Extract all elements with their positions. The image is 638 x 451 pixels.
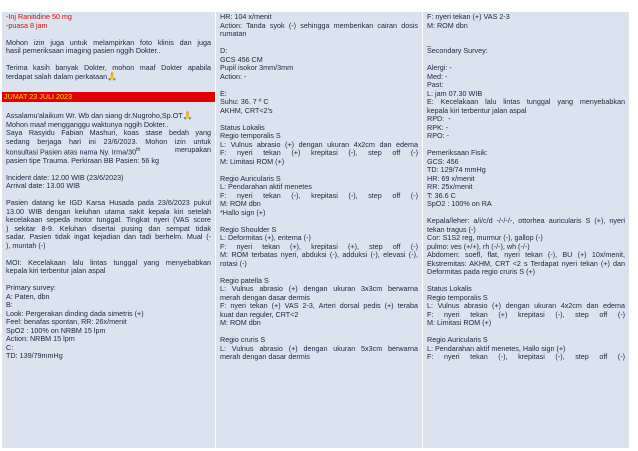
column-middle <box>216 12 422 448</box>
note-line <box>220 81 418 90</box>
medication-line: -Inj Ranitidine 50 mg <box>6 12 72 21</box>
note-line <box>220 39 418 48</box>
note-line: Ekstremitas: AKHM, CRT <2 s Terdapat nyeri tekan (+) dan <box>427 258 625 268</box>
note-line: RPK: - <box>427 122 449 132</box>
note-line: M: Limitasi ROM (+) <box>427 318 492 327</box>
note-line <box>427 30 625 39</box>
note-line: M: ROM terbatas nyeri, abduksi (-), adduksi (-), elevasi (-), <box>220 250 418 259</box>
note-line: F: nyeri tekan (+) krepitasi (-), step off (-) <box>220 148 418 157</box>
note-line: tekan tragus (-) <box>427 224 476 234</box>
column-left <box>2 12 215 448</box>
note-line: rotasi (-) <box>220 258 247 268</box>
primary-survey-line: Primary survey: <box>6 283 56 293</box>
note-line: D: <box>220 46 228 55</box>
note-line: SpO2 : 100% on RA <box>427 199 492 208</box>
primary-survey-line: TD: 139/79mmHg <box>6 351 63 361</box>
note-line: Kepala/leher: a/i/c/d -/-/-/-, ottorhea auricularis S (+), nyeri <box>427 216 625 225</box>
note-line: Pemeriksaan Fisik: <box>427 148 488 157</box>
note-line: Status Lokalis <box>220 122 265 132</box>
note-line: T: 36.6 C <box>427 190 456 200</box>
note-line: Med: - <box>427 71 448 81</box>
consult-text: konsultasi Pasien atas nama Ny. Irma/30 <box>6 147 137 157</box>
note-line: Deformitas pada regio cruris S (+) <box>427 267 536 276</box>
praying-hands-icon: 🙏 <box>107 71 118 81</box>
note-line: F: nyeri tekan (+) VAS 2-3, Arteri dorsal pedis (+) teraba <box>220 301 418 310</box>
note-line: Regio temporalis S <box>427 292 488 302</box>
note-line: L: Deformitas (+), eritema (-) <box>220 233 311 242</box>
note-line: RPO: - <box>427 131 449 140</box>
thanks-line <box>6 73 211 82</box>
note-line: GCS: 456 <box>427 156 459 166</box>
column-right <box>423 12 629 448</box>
intro-line: pasien tipe Trauma. Perkiraan BB Pasien: 56 kg <box>6 155 160 165</box>
consult-text-end: merupakan <box>173 145 211 154</box>
praying-hands-icon: 🙏 <box>182 111 193 120</box>
primary-survey-line: C: <box>6 342 14 352</box>
note-line: Regio cruris S <box>220 335 266 344</box>
note-line: Cor: S1S2 reg, murmur (-), gallop (-) <box>427 233 543 242</box>
moi-line: MOI: Kecelakaan lalu lintas tunggal yang menyebabkan <box>6 257 211 267</box>
note-line: RR: 25x/menit <box>427 182 473 191</box>
note-line: TD: 129/74 mmHg <box>427 165 486 174</box>
thanks-line: Terima kasih banyak Dokter, mohon maaf Dokter apabila <box>6 63 211 72</box>
mohon-line: hasil pemeriksaan imaging pasien nggih Dokter.. <box>6 46 161 55</box>
primary-survey-line: SpO2 : 100% on NRBM 15 lpm <box>6 325 106 335</box>
note-line: Alergi: - <box>427 63 452 72</box>
primary-survey-line: A: Paten, dbn <box>6 291 50 301</box>
note-line: L: jam 07.30 WIB <box>427 88 483 98</box>
note-line: HR: 104 x/menit <box>220 12 272 21</box>
note-line: F: nyeri tekan (-), krepitasi (-), step off (-) <box>220 190 418 200</box>
mohon-line: Mohon izin juga untuk melampirkan foto klinis dan juga <box>6 37 211 47</box>
note-line: Regio patella S <box>220 275 269 285</box>
incident-line: Incident date: 12.00 WIB (23/6/2023) <box>6 172 124 182</box>
note-line: kepala kiri terbentur jalan aspal <box>427 105 527 115</box>
primary-survey-line: Action: NRBM 15 lpm <box>6 334 75 344</box>
note-line: *Hallo sign (+) <box>220 207 266 217</box>
intro-line: sedang berjaga hari ini 23/6/2023. Mohon izin untuk <box>6 136 211 146</box>
note-line: F: nyeri tekan (+) VAS 2-3 <box>427 12 510 21</box>
note-line: E: <box>220 88 227 98</box>
note-line: Status Lokalis <box>427 284 472 293</box>
note-line: GCS 456 CM <box>220 54 263 64</box>
ordinal-suffix: th <box>136 147 141 153</box>
note-line: Past: <box>427 80 444 89</box>
note-line: _ <box>427 37 431 47</box>
note-line: AKHM, CRT<2's <box>220 105 273 115</box>
note-line: Regio Shoulder S <box>220 224 277 234</box>
greeting-text: Assalamu'alaikum Wr. Wb dan siang dr.Nugroho,Sp.OT <box>6 111 183 120</box>
note-line: E: Kecelakaan lalu lintas tunggal yang menyebabkan <box>427 97 625 106</box>
note-line: L: Vulnus abrasio (+) dengan ukuran 4x2cm dan edema <box>427 301 625 310</box>
intro-line: Saya Rasyidu Fabian Mashuri, koas stase bedah yang <box>6 128 211 137</box>
incident-line: Arrival date: 13.00 WIB <box>6 181 80 191</box>
story-line: kecelakaan sepeda motor tunggal. Tingkat nyeri (VAS score <box>6 215 211 225</box>
note-line: M: Limitasi ROM (+) <box>220 156 285 166</box>
note-line <box>427 56 625 65</box>
moi-line: kepala kiri terbentur jalan aspal <box>6 266 106 276</box>
note-line: RPD: - <box>427 114 451 123</box>
note-line: L: Vulnus abrasio (+) dengan ukuran 3x3cm berwarna <box>220 284 418 293</box>
note-line: Action: - <box>220 71 247 81</box>
note-line: Pupil isokor 3mm/3mm <box>220 63 294 72</box>
story-line: ) sekitar 8-9. Keluhan disertai pusing dan sempat tidak <box>6 223 211 233</box>
primary-survey-line: Feel: benafas spontan, RR: 26x/menit <box>6 317 127 327</box>
story-line: sadar. Pasien tidak ingat kejadian dan tadi berhelm. Mual (- <box>6 232 211 242</box>
note-line: M: ROM dbn <box>427 20 468 30</box>
primary-survey-line: B: <box>6 300 13 310</box>
primary-survey-line: Look: Pergerakan dinding dada simetris (+) <box>6 308 144 318</box>
story-line: 13.00 WIB dengan keluhan utama sakit kepala kiri setelah <box>6 206 211 216</box>
note-line: merah dengan dasar dermis <box>220 352 310 361</box>
note-line: kuat dan reguler, CRT<2 <box>220 309 299 319</box>
note-line: F: nyeri tekan (-), krepitasi (-), step off (-) <box>427 352 625 361</box>
note-line: M: ROM dbn <box>220 318 261 327</box>
thanks-text: terdapat salah dalam perkataan <box>6 71 108 81</box>
note-line: L: Pendarahan aktif menetes, Hallo sign (+) <box>427 343 566 353</box>
note-line: Secondary Survey: <box>427 46 488 55</box>
note-line: Regio temporalis S <box>220 131 281 140</box>
note-line: merah dengan dasar dermis <box>220 292 310 302</box>
note-line: L: Pendarahan aktif menetes <box>220 182 312 191</box>
note-line: rumatan <box>220 29 247 38</box>
note-line: Abdomen: soefl, flat, nyeri tekan (-), BU (+) 10x/menit, <box>427 250 625 259</box>
note-line: pulmo: ves (+/+), rh (-/-), wh (-/-) <box>427 241 530 251</box>
note-line: Regio Auricularis S <box>220 173 281 183</box>
note-line: L: Vulnus abrasio (+) dengan ukuran 4x2cm dan edema <box>220 139 418 149</box>
note-line: F: nyeri tekan (+), krepitasi (+), step off (-) <box>220 241 418 251</box>
note-line: HR: 69 x/menit <box>427 173 475 183</box>
story-line: Pasien datang ke IGD Karsa Husada pada 23/6/2023 pukul <box>6 198 211 208</box>
intro-line: Mohon maaf mengganggu waktunya nggih Dokter.. <box>6 119 169 129</box>
fasting-line: -puasa 8 jam <box>6 20 48 30</box>
story-line: ), muntah (-) <box>6 240 46 250</box>
note-line: M: ROM dbn <box>220 199 261 208</box>
date-banner: JUMAT 23 JULI 2023 <box>2 92 215 102</box>
note-line: F: nyeri tekan (+) krepitasi (-), step off (-) <box>427 309 625 319</box>
note-line: L: Vulnus abrasio (+) dengan ukuran 5x3cm berwarna <box>220 343 418 353</box>
note-line: Action: Tanda syok (-) sehingga memberikan cairan dosis <box>220 20 418 30</box>
note-line: Suhu: 36. 7 º C <box>220 97 269 106</box>
note-line: Regio Auricularis S <box>427 335 488 344</box>
